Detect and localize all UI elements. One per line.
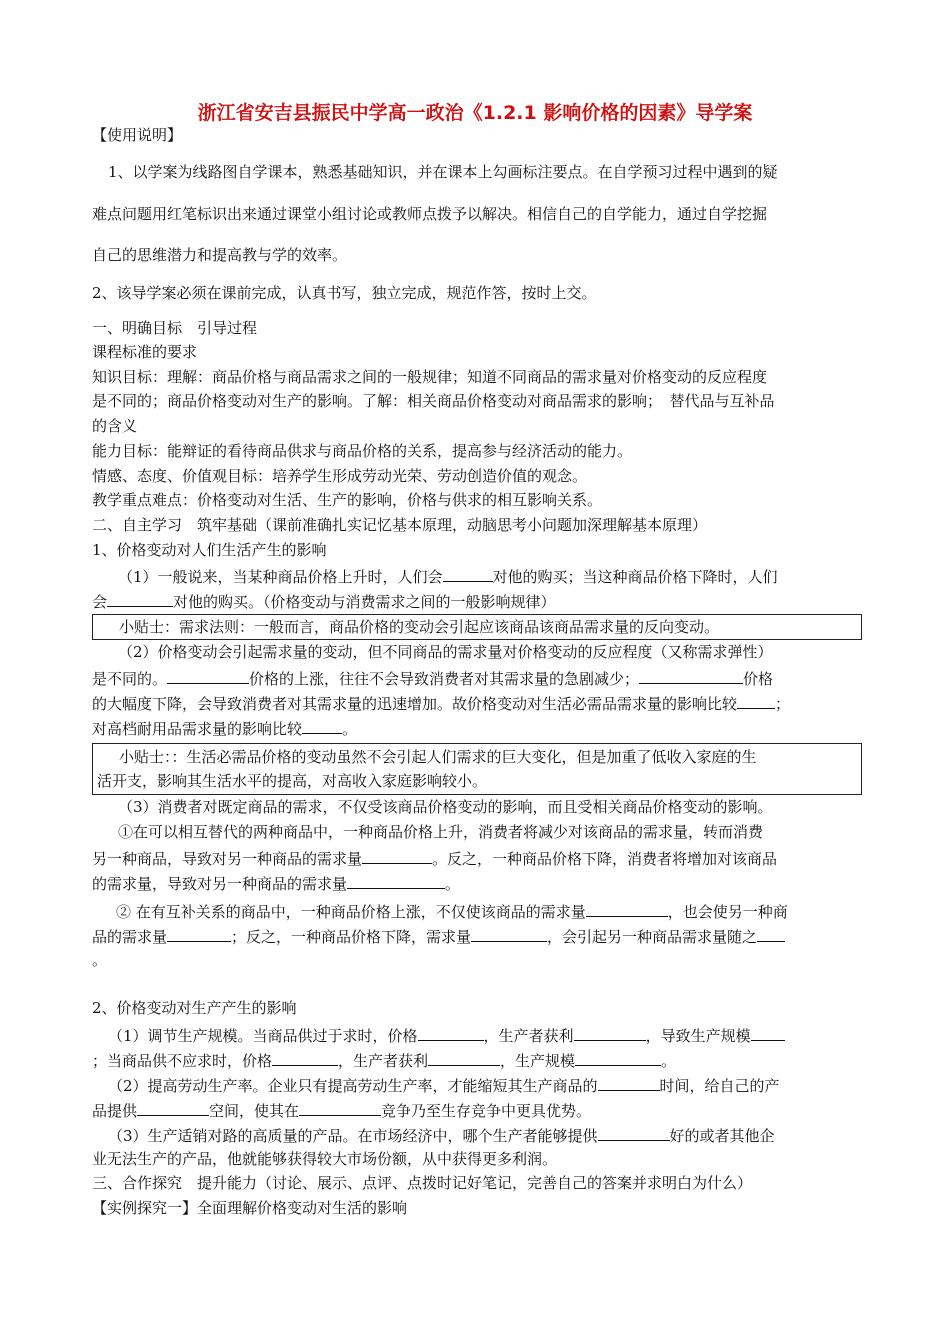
- text-line: 教学重点难点：价格变动对生活、生产的影响，价格与供求的相互影响关系。: [92, 491, 603, 509]
- section-heading: 一、明确目标 引导过程: [92, 319, 258, 337]
- answer-blank[interactable]: [362, 847, 432, 864]
- answer-blank[interactable]: [418, 1024, 484, 1041]
- answer-blank[interactable]: [639, 667, 743, 684]
- answer-blank[interactable]: [272, 1049, 338, 1066]
- section-heading: 三、合作探究 提升能力（讨论、展示、点评、点拨时记好笔记，完善自己的答案并求明白为什么）: [92, 1174, 753, 1192]
- subheading: 【实例探究一】全面理解价格变动对生活的影响: [92, 1199, 408, 1217]
- tip-text: 小贴士：：生活必需品价格的变动虽然不会引起人们需求的巨大变化，但是加重了低收入家庭的生: [119, 748, 757, 766]
- usage-heading: 【使用说明】: [92, 126, 183, 144]
- text-line: ；当商品供不应求时，价格 ，生产者获利 ，生产规模 。: [92, 1049, 676, 1071]
- answer-blank[interactable]: [586, 900, 668, 917]
- text-line: ② 在有互补关系的商品中，一种商品价格上涨，不仅使该商品的需求量 ，也会使另一种商: [116, 900, 788, 922]
- answer-blank[interactable]: [302, 717, 342, 734]
- answer-blank[interactable]: [757, 925, 785, 942]
- usage-line: 2、该导学案必须在课前完成，认真书写，独立完成，规范作答，按时上交。: [92, 284, 597, 302]
- text-line: 业无法生产的产品，他就能够获得较大市场份额，从中获得更多利润。: [92, 1150, 558, 1168]
- text-line: 对高档耐用品需求量的影响比较 。: [92, 717, 357, 739]
- usage-line: 1、以学案为线路图自学课本，熟悉基础知识，并在课本上勾画标注要点。在自学预习过程中遇到的疑: [108, 163, 778, 181]
- answer-blank[interactable]: [428, 1049, 500, 1066]
- tip-text: 小贴士：需求法则：一般而言，商品价格的变动会引起应该商品该商品需求量的反向变动。: [119, 618, 720, 636]
- text-line: 的需求量，导致对另一种商品的需求量 。: [92, 872, 460, 894]
- usage-line: 难点问题用红笔标识出来通过课堂小组讨论或教师点拨予以解决。相信自己的自学能力，通过自学挖掘: [92, 205, 768, 223]
- text-line: 的含义: [92, 417, 138, 435]
- text-line: 知识目标：理解：商品价格与商品需求之间的一般规律；知道不同商品的需求量对价格变动的反应程度: [92, 368, 768, 386]
- answer-blank[interactable]: [471, 925, 547, 942]
- text-line: 。: [92, 951, 108, 969]
- answer-blank[interactable]: [737, 692, 775, 709]
- tip-box: [92, 614, 862, 640]
- text-line: 品的需求量 ；反之，一种商品价格下降，需求量 ，会引起另一种商品需求量随之: [92, 925, 785, 947]
- text-line: （2）提高劳动生产率。企业只有提高劳动生产率，才能缩短其生产商品的 时间，给自己的产: [108, 1074, 780, 1096]
- text-line: 品提供 空间，使其在 竞争乃至生存竞争中更具优势。: [92, 1099, 591, 1121]
- text-line: （1）调节生产规模。当商品供过于求时，价格 ，生产者获利 ，导致生产规模: [108, 1024, 785, 1046]
- text-line: 会 对他的购买。（价格变动与消费需求之间的一般影响规律）: [92, 590, 556, 612]
- usage-line: 自己的思维潜力和提高教与学的效率。: [92, 246, 348, 264]
- answer-blank[interactable]: [107, 590, 173, 607]
- tip-text: 活开支，影响其生活水平的提高，对高收入家庭影响较小。: [97, 772, 488, 790]
- answer-blank[interactable]: [751, 1024, 785, 1041]
- section-heading: 二、自主学习 筑牢基础（课前准确扎实记忆基本原理，动脑思考小问题加深理解基本原理）: [92, 516, 708, 534]
- subheading: 课程标准的要求: [92, 343, 198, 361]
- document-title: 浙江省安吉县振民中学高一政治《1.2.1 影响价格的因素》导学案: [197, 102, 753, 124]
- answer-blank[interactable]: [598, 1074, 660, 1091]
- answer-blank[interactable]: [167, 667, 249, 684]
- text-line: （2）价格变动会引起需求量的变动，但不同商品的需求量对价格变动的反应程度（又称需求弹性）: [118, 643, 773, 661]
- text-line: 能力目标：能辩证的看待商品供求与商品价格的关系，提高参与经济活动的能力。: [92, 442, 633, 460]
- text-line: ①在可以相互替代的两种商品中，一种商品价格上升，消费者将减少对该商品的需求量，转而消费: [118, 823, 764, 841]
- answer-blank[interactable]: [575, 1049, 661, 1066]
- text-line: （3）生产适销对路的高质量的产品。在市场经济中，哪个生产者能够提供 好的或者其他企: [108, 1124, 775, 1146]
- answer-blank[interactable]: [443, 565, 493, 582]
- subheading: 1、价格变动对人们生活产生的影响: [92, 541, 327, 559]
- answer-blank[interactable]: [347, 872, 445, 889]
- text-line: 另一种商品，导致对另一种商品的需求量 。反之，一种商品价格下降，消费者将增加对该商品: [92, 847, 777, 869]
- answer-blank[interactable]: [574, 1024, 646, 1041]
- subheading: 2、价格变动对生产产生的影响: [92, 999, 297, 1017]
- answer-blank[interactable]: [137, 1099, 209, 1116]
- text-line: （1）一般说来，当某种商品价格上升时，人们会 对他的购买；当这种商品价格下降时，人们: [118, 565, 778, 587]
- answer-blank[interactable]: [598, 1124, 670, 1141]
- tip-box: [92, 743, 862, 795]
- answer-blank[interactable]: [167, 925, 231, 942]
- text-line: （3）消费者对既定商品的需求，不仅受该商品价格变动的影响，而且受相关商品价格变动的影响。: [118, 798, 773, 816]
- text-line: 是不同的。 价格的上涨，往往不会导致消费者对其需求量的急剧减少； 价格: [92, 667, 773, 689]
- text-line: 情感、态度、价值观目标：培养学生形成劳动光荣、劳动创造价值的观念。: [92, 467, 588, 485]
- answer-blank[interactable]: [299, 1099, 381, 1116]
- text-line: 是不同的；商品价格变动对生产的影响。了解：相关商品价格变动对商品需求的影响； 替代品与互补品: [92, 392, 775, 410]
- text-line: 的大幅度下降，会导致消费者对其需求量的迅速增加。故价格变动对生活必需品需求量的影响比较 ；: [92, 692, 790, 714]
